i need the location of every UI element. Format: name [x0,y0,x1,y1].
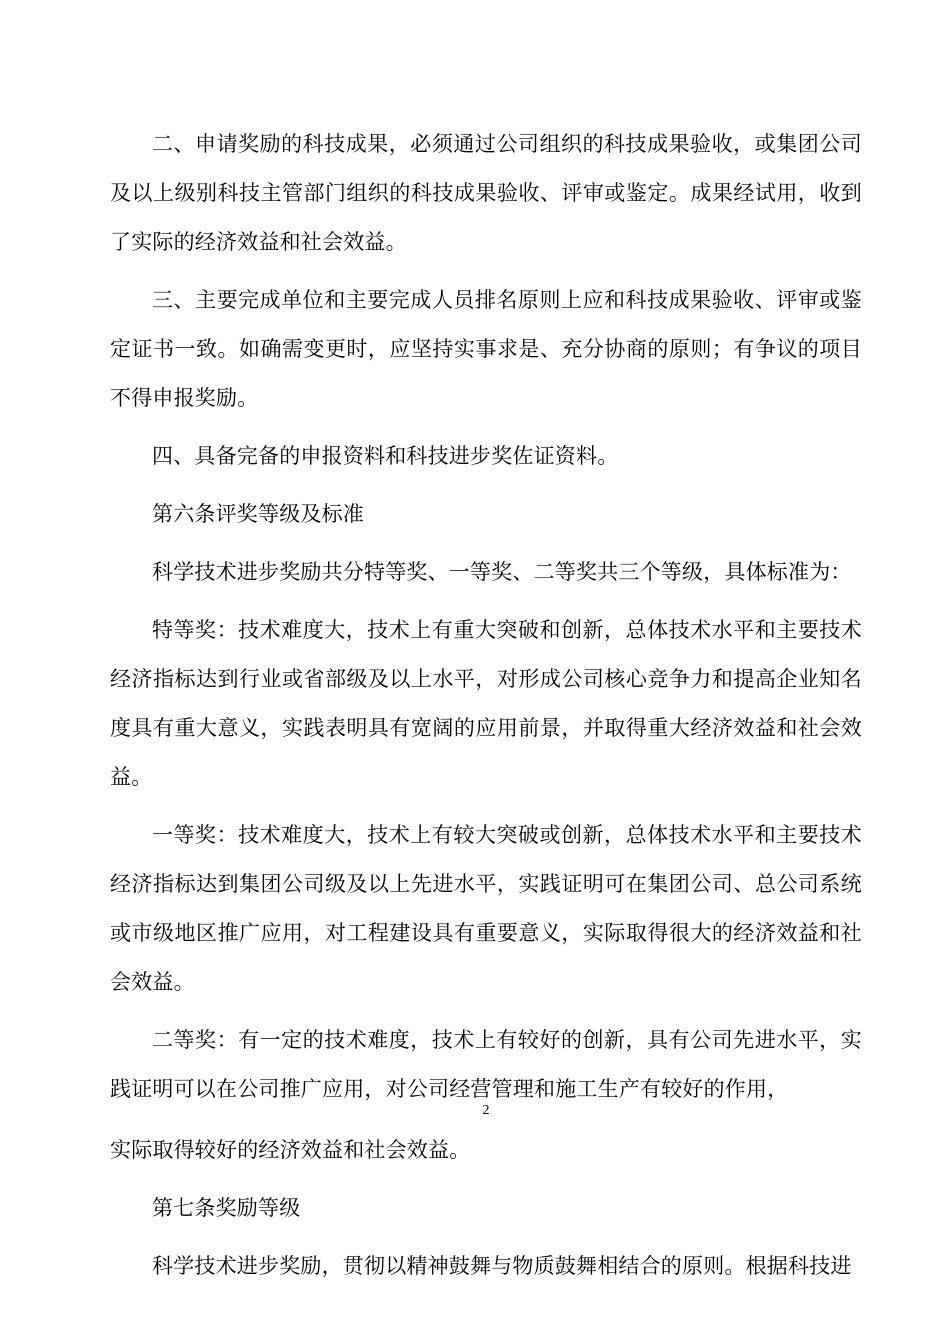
page-body-upper [110,120,862,1114]
paragraph-clause-3: 三、主要完成单位和主要完成人员排名原则上应和科技成果验收、评审或鉴定证书一致。如确需变更时，应坚持实事求是、充分协商的原则；有争议的项目不得申报奖励。 [110,288,862,410]
paragraph-clause-4: 四、具备完备的申报资料和科技进步奖佐证资料。 [152,444,619,468]
article-6-heading: 第六条评奖等级及标准 [152,502,364,526]
paragraph-second-prize: 二等奖：有一定的技术难度，技术上有较好的创新，具有公司先进水平，实践证明可以在公司推广应用，对公司经营管理和施工生产有较好的作用， [110,1028,862,1101]
paragraph-first-prize: 一等奖：技术难度大，技术上有较大突破或创新，总体技术水平和主要技术经济指标达到集团公司级及以上先进水平，实践证明可在集团公司、总公司系统或市级地区推广应用，对工程建设具有重要意义，实际取得很大的经济效益和社会效益。 [110,823,862,994]
paragraph-special-prize: 特等奖：技术难度大，技术上有重大突破和创新，总体技术水平和主要技术经济指标达到行业或省部级及以上水平，对形成公司核心竞争力和提高企业知名度具有重大意义，实践表明具有宽阔的应用前景，并取得重大经济效益和社会效益。 [110,618,862,789]
paragraph-reward-principle: 科学技术进步奖励，贯彻以精神鼓舞与物质鼓舞相结合的原则。根据科技进 [152,1254,852,1278]
paragraph-clause-2: 二、申请奖励的科技成果，必须通过公司组织的科技成果验收，或集团公司及以上级别科技主管部门组织的科技成果验收、评审或鉴定。成果经试用，收到了实际的经济效益和社会效益。 [110,132,862,254]
page-number: 2 [482,1103,490,1118]
paragraph-continuation: 实际取得较好的经济效益和社会效益。 [110,1138,471,1162]
page-body-lower [110,1126,862,1291]
article-7-heading: 第七条奖励等级 [152,1196,301,1220]
paragraph-award-levels: 科学技术进步奖励共分特等奖、一等奖、二等奖共三个等级，具体标准为： [152,560,852,584]
